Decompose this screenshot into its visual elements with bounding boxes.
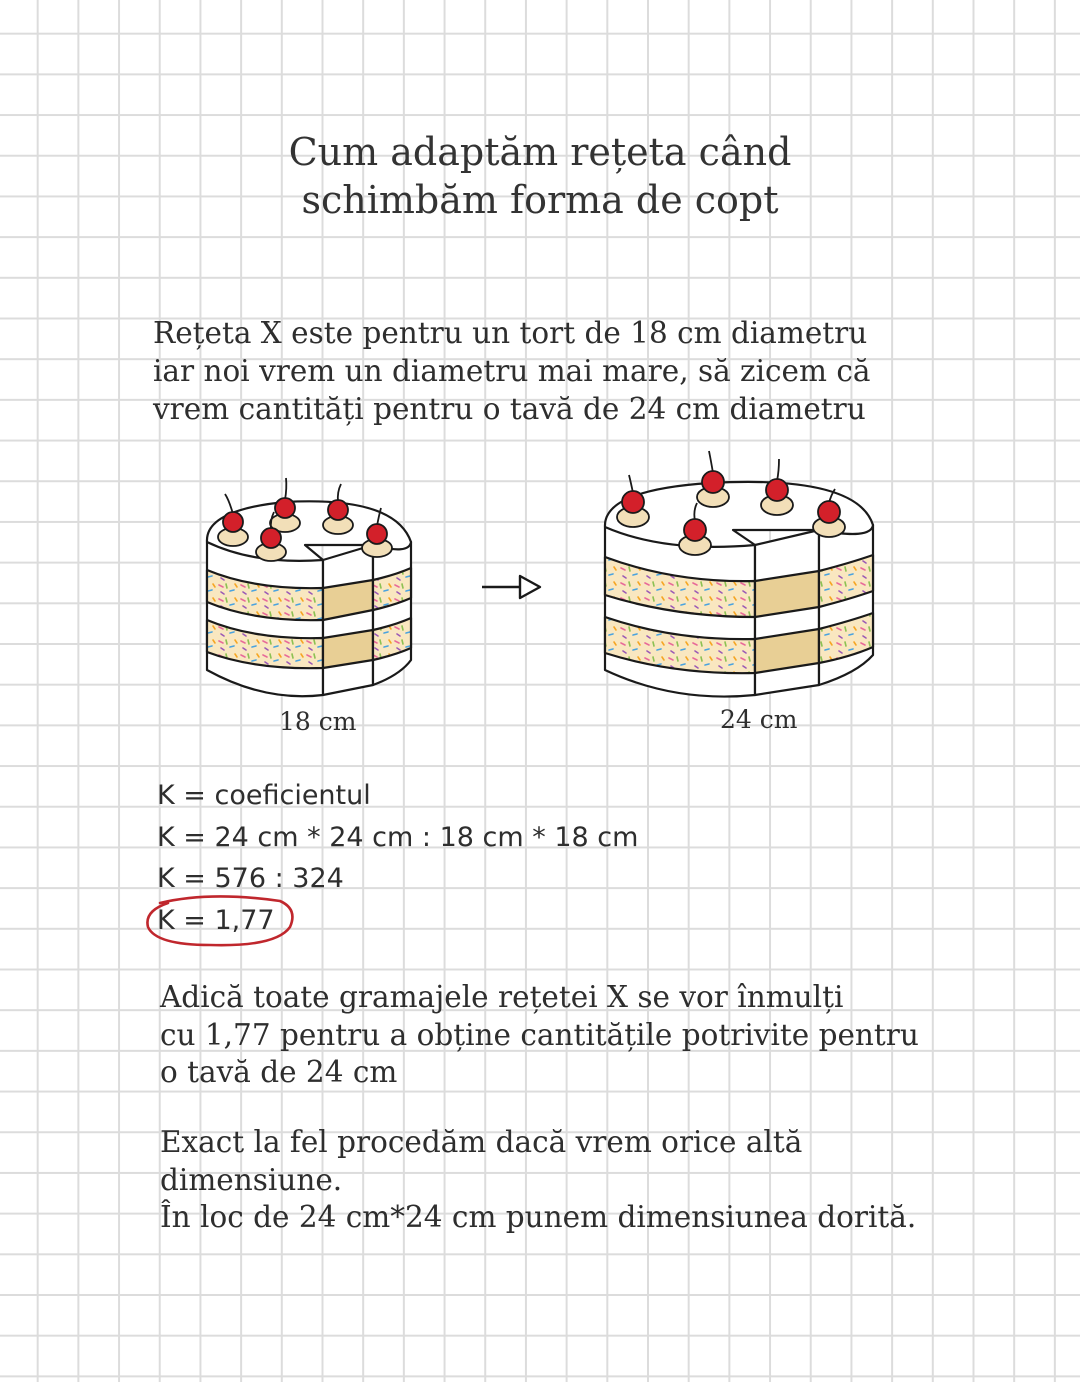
title-line-2: schimbăm forma de copt <box>301 178 779 222</box>
page-title <box>0 128 1080 224</box>
note-line-1: Exact la fel procedăm dacă vrem orice altă <box>160 1125 803 1159</box>
formula-line-1: K = coeficientul <box>157 780 371 811</box>
formula-line-3: K = 576 : 324 <box>157 863 344 894</box>
arrow-right-icon <box>478 570 548 604</box>
intro-line-1: Rețeta X este pentru un tort de 18 cm diametru <box>153 316 868 350</box>
small-cake-illustration <box>195 470 425 710</box>
intro-line-3: vrem cantități pentru o tavă de 24 cm diametru <box>153 392 866 426</box>
explanation-line-1: Adică toate gramajele rețetei X se vor înmulți <box>160 980 844 1014</box>
small-cake-label: 18 cm <box>279 707 357 736</box>
explanation-line-2: cu 1,77 pentru a obține cantitățile potrivite pentru <box>160 1017 919 1052</box>
intro-line-2: iar noi vrem un diametru mai mare, să zicem că <box>153 354 871 388</box>
explanation-paragraph <box>160 979 990 1092</box>
note-line-3: În loc de 24 cm*24 cm punem dimensiunea dorită. <box>160 1200 917 1234</box>
intro-paragraph <box>153 314 973 428</box>
title-line-1: Cum adaptăm rețeta când <box>288 130 792 174</box>
formula-result: K = 1,77 <box>157 904 275 936</box>
large-cake-label: 24 cm <box>720 705 798 734</box>
formula-line-2: K = 24 cm * 24 cm : 18 cm * 18 cm <box>157 821 639 853</box>
note-paragraph <box>160 1124 990 1237</box>
large-cake-illustration <box>595 445 885 707</box>
result-highlight-circle <box>140 893 300 951</box>
note-line-2: dimensiune. <box>160 1162 343 1197</box>
explanation-line-3: o tavă de 24 cm <box>160 1055 398 1089</box>
